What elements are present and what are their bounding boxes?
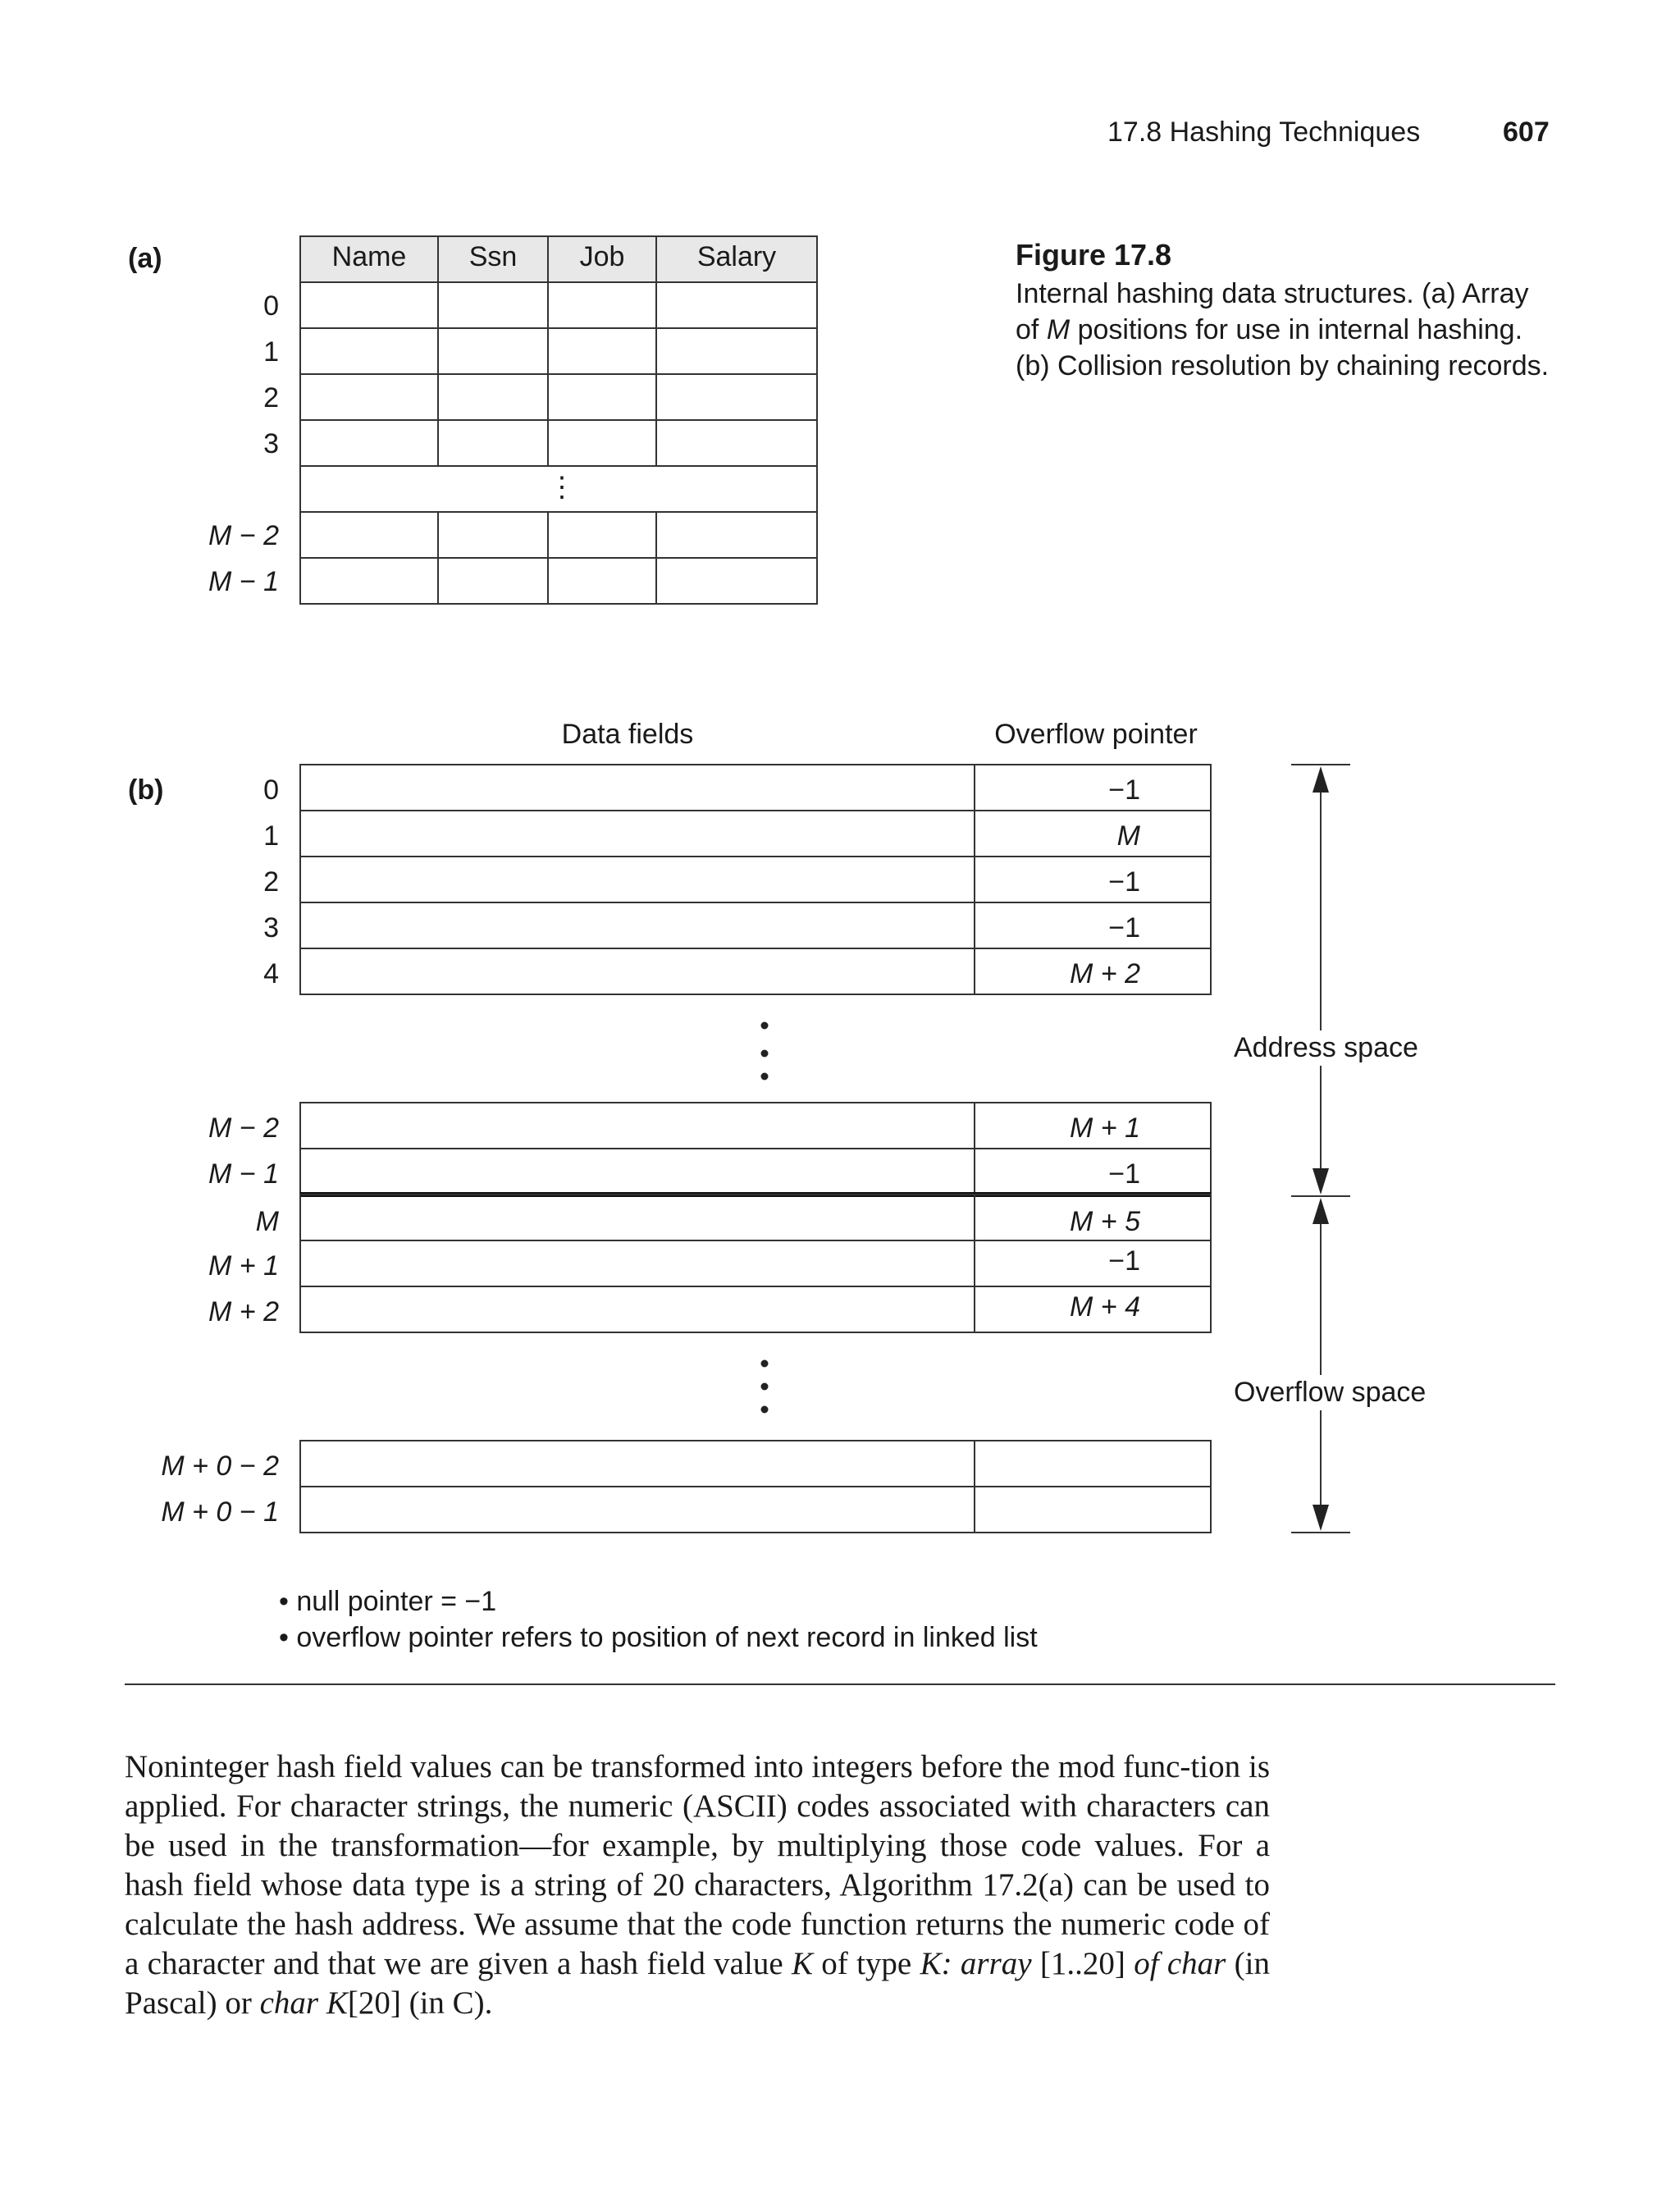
caption-line-2: of M positions for use in internal hashing. — [1016, 314, 1523, 345]
b-row-label-m-plus-2: M + 2 — [208, 1296, 279, 1327]
note-null-pointer: • null pointer = −1 — [279, 1586, 497, 1617]
b-row-label-m-plus-0-minus-1: M + 0 − 1 — [161, 1496, 279, 1528]
b-ptr-3: −1 — [1108, 912, 1140, 943]
body-paragraph: Noninteger hash field values can be transformed into integers before the mod func-tion is applied. For character strings, the numeric (ASCII) codes associated with characters can be used in the transformation—for example, by multiplying those code values. For a hash field whose data type is a string of 20 characters, Algorithm 17.2(a) can be used to calculate the hash address. We assume that the code function returns the numeric code of a character and that we are given a hash field value K of type K: array [1..20] of char (in Pascal) or char K[20] (in C). — [125, 1749, 1271, 2021]
address-ellipsis-dots — [761, 1022, 769, 1080]
row-label-1: 1 — [263, 336, 279, 368]
running-header-section: 17.8 Hashing Techniques — [1107, 116, 1421, 148]
panel-a-label: (a) — [128, 243, 162, 274]
table-ellipsis: ⋮ — [548, 472, 576, 503]
row-label-m-minus-2: M − 2 — [208, 520, 279, 551]
b-ptr-m: M + 5 — [1070, 1206, 1140, 1237]
b-ptr-m-minus-2: M + 1 — [1070, 1112, 1140, 1144]
page-number: 607 — [1503, 116, 1550, 148]
b-ptr-0: −1 — [1108, 774, 1140, 806]
b-row-label-1: 1 — [263, 820, 279, 852]
note-overflow-pointer: • overflow pointer refers to position of next record in linked list — [279, 1622, 1038, 1653]
address-space-label: Address space — [1234, 1030, 1418, 1066]
b-row-label-3: 3 — [263, 912, 279, 943]
b-ptr-4: M + 2 — [1070, 958, 1140, 989]
row-label-3: 3 — [263, 428, 279, 459]
col-header-job: Job — [579, 241, 625, 272]
overflow-space-label: Overflow space — [1234, 1375, 1426, 1410]
caption-line-3: (b) Collision resolution by chaining records. — [1016, 350, 1550, 381]
b-row-label-4: 4 — [263, 958, 279, 989]
figure-notes — [279, 1583, 1038, 1656]
panel-b-label: (b) — [128, 774, 164, 806]
col-header-ssn: Ssn — [468, 241, 518, 272]
b-ptr-m-minus-1: −1 — [1108, 1158, 1140, 1190]
col-header-name: Name — [331, 241, 407, 272]
b-ptr-1: M — [1116, 820, 1140, 852]
b-row-label-m-minus-1: M − 1 — [208, 1158, 279, 1190]
row-label-0: 0 — [263, 290, 279, 322]
figure-title: Figure 17.8 — [1016, 238, 1172, 272]
b-row-label-m: M — [255, 1206, 279, 1237]
b-row-label-2: 2 — [263, 866, 279, 898]
b-ptr-m-plus-1: −1 — [1108, 1245, 1140, 1277]
overflow-ellipsis-dots — [761, 1360, 769, 1414]
space-brackets — [1291, 765, 1350, 1533]
figure-divider — [125, 1683, 1555, 1685]
caption-line-1: Internal hashing data structures. (a) Array — [1016, 278, 1529, 309]
row-label-m-minus-1: M − 1 — [208, 566, 279, 597]
b-ptr-m-plus-2: M + 4 — [1070, 1291, 1140, 1323]
col-header-data-fields: Data fields — [561, 719, 694, 750]
col-header-salary: Salary — [696, 241, 777, 272]
row-label-2: 2 — [263, 382, 279, 413]
b-row-label-m-plus-0-minus-2: M + 0 − 2 — [161, 1450, 279, 1482]
b-row-label-0: 0 — [263, 774, 279, 806]
col-header-overflow-pointer: Overflow pointer — [994, 719, 1198, 750]
b-ptr-2: −1 — [1108, 866, 1140, 898]
b-row-label-m-minus-2: M − 2 — [208, 1112, 279, 1144]
b-row-label-m-plus-1: M + 1 — [208, 1250, 279, 1281]
panel-a-table — [300, 236, 817, 604]
